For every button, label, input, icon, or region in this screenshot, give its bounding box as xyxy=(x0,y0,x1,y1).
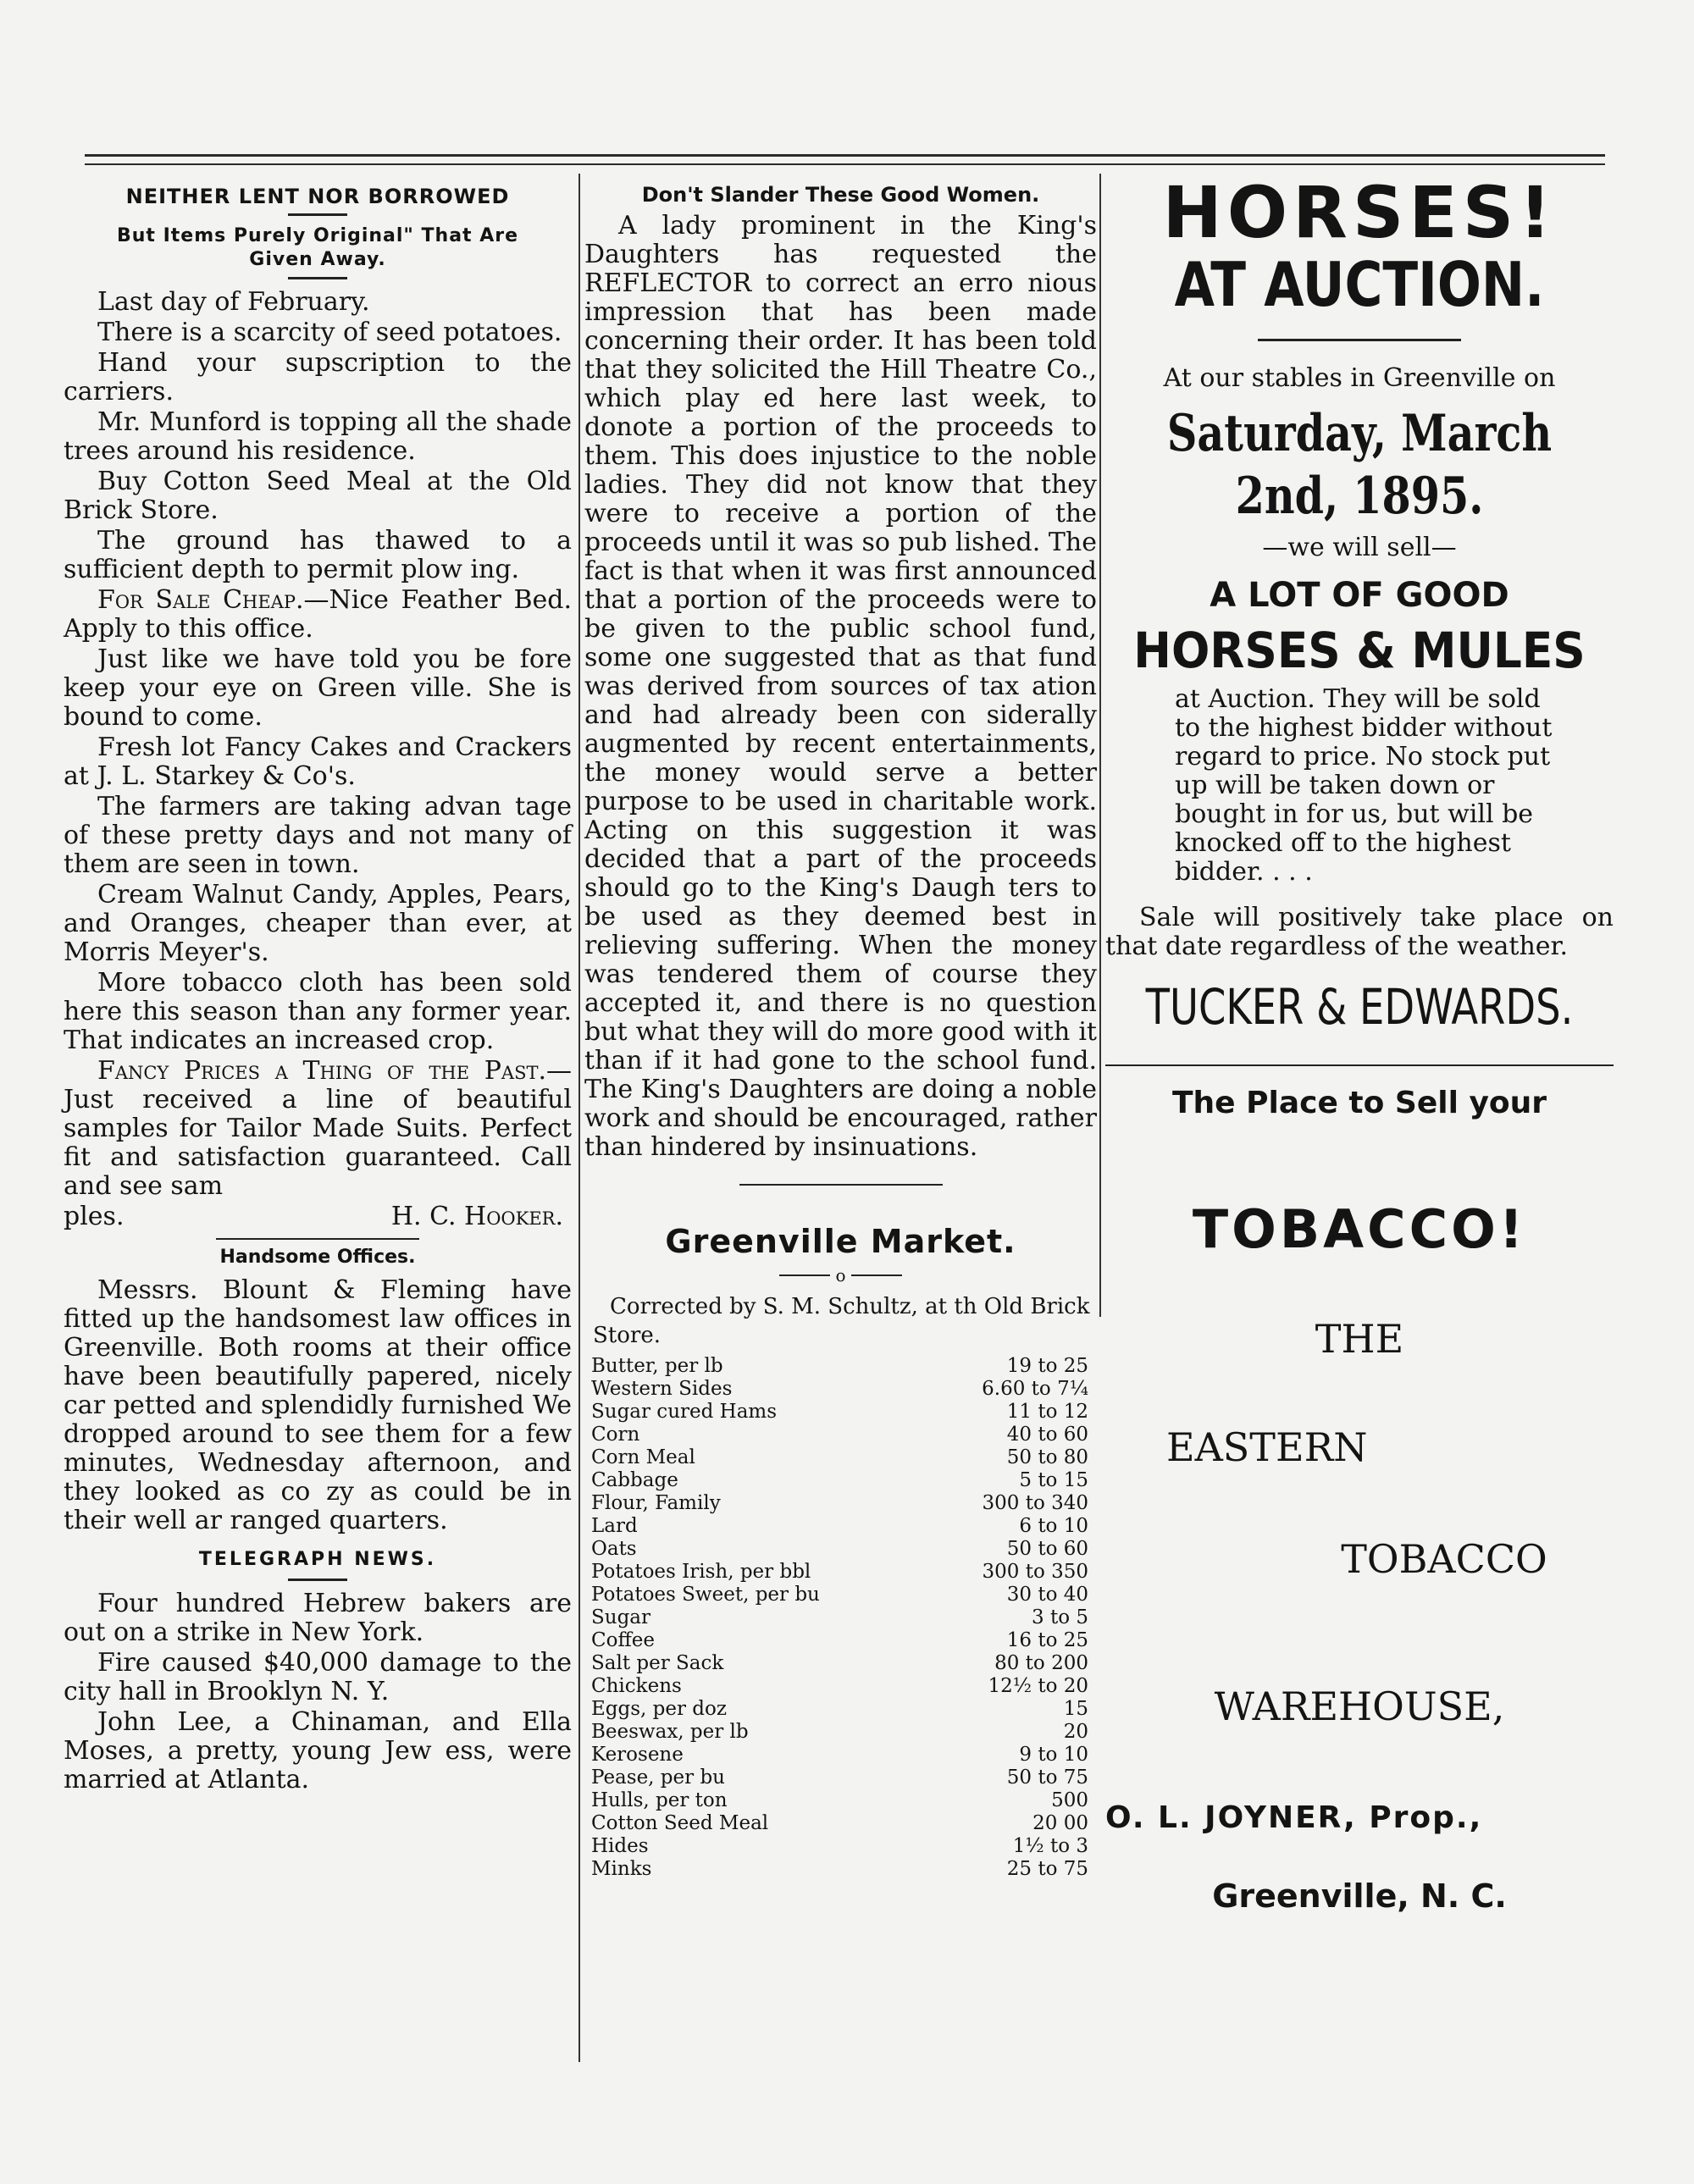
market-item-name: Beeswax, per lb xyxy=(591,1721,749,1743)
ad-lot: A LOT OF GOOD xyxy=(1210,576,1509,615)
fancy-signature: H. C. Hooker. xyxy=(390,1202,563,1231)
item-tobacco-cloth: More tobacco cloth has been sold here this season than any former year. That indicates an increased crop. xyxy=(64,968,572,1055)
ad-tobacco: TOBACCO! xyxy=(1192,1198,1527,1260)
heading-rule xyxy=(288,213,347,216)
market-rule xyxy=(739,1184,943,1186)
market-item-name: Eggs, per doz xyxy=(591,1698,727,1720)
market-item-name: Lard xyxy=(591,1515,638,1537)
market-title: Greenville Market. xyxy=(665,1223,1016,1260)
market-item-price: 9 to 10 xyxy=(1019,1744,1088,1766)
market-item-price: 40 to 60 xyxy=(1006,1424,1088,1446)
market-item-price: 300 to 340 xyxy=(982,1492,1088,1514)
market-row xyxy=(584,1469,1097,1492)
market-item-price: 50 to 60 xyxy=(1006,1538,1088,1560)
column-articles xyxy=(584,178,1097,1881)
ad-ornament-rule xyxy=(1258,339,1461,341)
fancy-label: Fancy Prices a Thing of the Past. xyxy=(97,1056,546,1086)
telegraph-fire: Fire caused $40,000 damage to the city hall in Brooklyn N. Y. xyxy=(64,1648,572,1706)
market-row xyxy=(584,1492,1097,1515)
market-item-price: 20 xyxy=(1063,1721,1088,1743)
market-item-name: Minks xyxy=(591,1858,652,1880)
market-item-name: Western Sides xyxy=(591,1378,733,1400)
item-greenville: Just like we have told you be fore keep your eye on Green ville. She is bound to come. xyxy=(64,644,572,732)
market-item-name: Chickens xyxy=(591,1675,682,1697)
item-seed-potatoes: There is a scarcity of seed potatoes. xyxy=(97,318,562,347)
item-for-sale xyxy=(64,586,572,644)
fancy-signature-line xyxy=(64,1203,572,1231)
item-candy: Cream Walnut Candy, Apples, Pears, and Oranges, cheaper than ever, at Morris Meyer's. xyxy=(64,880,572,967)
market-item-name: Corn Meal xyxy=(591,1446,695,1468)
item-farmers: The farmers are taking advan tage of these pretty days and not many of them are seen in town. xyxy=(64,792,572,879)
market-item-price: 80 to 200 xyxy=(994,1652,1088,1674)
market-item-name: Flour, Family xyxy=(591,1492,721,1514)
market-item-name: Kerosene xyxy=(591,1744,684,1766)
ad-horses-mules: HORSES & MULES xyxy=(1133,622,1586,679)
market-row xyxy=(584,1378,1097,1401)
telegraph-rule xyxy=(288,1579,347,1581)
market-item-price: 19 to 25 xyxy=(1006,1355,1088,1377)
ad-the: THE xyxy=(1315,1316,1404,1362)
market-item-price: 25 to 75 xyxy=(1006,1858,1088,1880)
ad-separator xyxy=(1105,1064,1614,1066)
market-item-name: Pease, per bu xyxy=(591,1767,725,1789)
market-item-price: 300 to 350 xyxy=(982,1561,1088,1583)
market-row xyxy=(584,1606,1097,1629)
ad-tucker-edwards: TUCKER & EDWARDS. xyxy=(1145,978,1574,1036)
subheading-rule xyxy=(288,277,347,279)
market-item-price: 6.60 to 7¼ xyxy=(982,1378,1088,1400)
telegraph-wedding: John Lee, a Chinaman, and Ella Moses, a pretty, young Jew ess, were married at Atlanta. xyxy=(64,1707,572,1794)
market-item-name: Hides xyxy=(591,1835,649,1857)
market-row xyxy=(584,1858,1097,1881)
offices-heading: Handsome Offices. xyxy=(219,1247,416,1268)
section-rule xyxy=(216,1238,419,1240)
ad-horses-title: HORSES! xyxy=(1162,171,1557,254)
market-table xyxy=(584,1355,1097,1881)
fancy-end: ples. xyxy=(64,1202,125,1231)
for-sale-label: For Sale Cheap. xyxy=(97,585,304,615)
ad-date: Saturday, March 2nd, 1895. xyxy=(1166,404,1553,526)
top-rule xyxy=(85,154,1605,157)
market-row xyxy=(584,1744,1097,1767)
item-ground-thawed: The ground has thawed to a sufficient depth to permit plow ing. xyxy=(64,526,572,584)
ad-eastern: EASTERN xyxy=(1166,1424,1368,1470)
market-row xyxy=(584,1355,1097,1378)
article-body: A lady prominent in the King's Daughters has requested the REFLECTOR to correct an erro nious impression that has been made concerning their order. It has been told that they solicited the Hill Theatre Co., which play ed here last week, to donote a portion of the proceeds to them. This does injustice to the noble ladies. They did not know that they were to receive a portion of the proceeds until it was so pub lished. The fact is that when it was first announced that a portion of the proceeds were to be given to the public school fund, some one suggested that as that fund was derived from sources of tax ation and had already been con siderally augmented by recent entertainments, the money would serve a better purpose to be used in charitable work. Acting on this suggestion it was decided that a part of the proceeds should go to the King's Daugh ters to be used as they deemed best in relieving suffering. When the money was tendered them of course they accepted it, and there is no question but what they will do more good with it than if it had gone to the school fund. The King's Daughters are doing a noble work and should be encouraged, rather than hindered by insinuations. xyxy=(584,211,1097,1162)
market-item-name: Sugar cured Hams xyxy=(591,1401,778,1423)
item-last-day: Last day of February. xyxy=(97,287,370,317)
market-item-price: 50 to 80 xyxy=(1006,1446,1088,1468)
market-row xyxy=(584,1515,1097,1538)
market-item-name: Potatoes Sweet, per bu xyxy=(591,1584,820,1606)
market-item-price: 1½ to 3 xyxy=(1012,1835,1088,1857)
ad-place-to-sell: The Place to Sell your xyxy=(1171,1086,1547,1120)
market-row xyxy=(584,1424,1097,1446)
ad-tobacco-2: TOBACCO xyxy=(1341,1536,1547,1582)
item-fancy-prices xyxy=(64,1057,572,1201)
market-row xyxy=(584,1652,1097,1675)
market-item-name: Coffee xyxy=(591,1629,656,1651)
item-cotton-seed: Buy Cotton Seed Meal at the Old Brick Store. xyxy=(64,467,572,525)
top-rule-thin xyxy=(85,163,1605,165)
market-item-price: 5 to 15 xyxy=(1019,1469,1088,1491)
market-item-price: 15 xyxy=(1063,1698,1088,1720)
market-item-name: Cotton Seed Meal xyxy=(591,1812,769,1834)
market-row xyxy=(584,1721,1097,1744)
market-row xyxy=(584,1698,1097,1721)
column-advertisements xyxy=(1105,171,1614,1915)
for-sale-text: —Nice Feather Bed. Apply to this office. xyxy=(64,585,572,644)
ad-sale-text: Sale will positively take place on that date regardless of the weather. xyxy=(1105,903,1614,961)
market-item-price: 6 to 10 xyxy=(1019,1515,1088,1537)
market-row xyxy=(584,1538,1097,1561)
article-heading: Don't Slander These Good Women. xyxy=(641,183,1040,207)
column-divider-1 xyxy=(579,174,580,2062)
market-note: Corrected by S. M. Schultz, at th Old Brick Store. xyxy=(593,1294,1090,1348)
ad-auction-text: at Auction. They will be sold to the highest bidder without regard to price. No stock put up will be taken down or bought in for us, but will be knocked off to the highest bidder. . . . xyxy=(1175,684,1553,887)
market-row xyxy=(584,1675,1097,1698)
item-offices: Messrs. Blount & Fleming have fitted up the handsomest law offices in Greenville. Both rooms at their office have been beautifully papered, nicely car petted and splendidly furnished We dropped around to see them for a few minutes, Wednesday afternoon, and they looked as co zy as could be in their well ar ranged quarters. xyxy=(64,1275,572,1535)
market-separator-mark: o xyxy=(835,1265,846,1286)
market-item-price: 16 to 25 xyxy=(1006,1629,1088,1651)
item-munford: Mr. Munford is topping all the shade trees around his residence. xyxy=(64,407,572,466)
market-row xyxy=(584,1789,1097,1812)
market-row xyxy=(584,1767,1097,1789)
market-item-price: 3 to 5 xyxy=(1032,1606,1088,1628)
market-item-name: Corn xyxy=(591,1424,640,1446)
market-item-name: Sugar xyxy=(591,1606,650,1628)
market-row xyxy=(584,1584,1097,1606)
market-row xyxy=(584,1446,1097,1469)
market-item-price: 20 00 xyxy=(1032,1812,1088,1834)
market-row xyxy=(584,1629,1097,1652)
fancy-text: —Just received a line of beautiful samples for Tailor Made Suits. Perfect fit and satisfaction guaranteed. Call and see sam xyxy=(64,1056,572,1201)
market-item-name: Oats xyxy=(591,1538,637,1560)
ad-joyner: O. L. JOYNER, Prop., xyxy=(1105,1800,1483,1835)
ad-warehouse: WAREHOUSE, xyxy=(1214,1684,1505,1729)
market-item-name: Hulls, per ton xyxy=(591,1789,728,1811)
market-row xyxy=(584,1401,1097,1424)
telegraph-bakers: Four hundred Hebrew bakers are out on a strike in New York. xyxy=(64,1589,572,1647)
ad-stables: At our stables in Greenville on xyxy=(1163,363,1556,393)
market-item-name: Butter, per lb xyxy=(591,1355,723,1377)
market-separator xyxy=(584,1265,1097,1286)
market-row xyxy=(584,1812,1097,1835)
col1-heading: NEITHER LENT NOR BORROWED xyxy=(125,185,510,208)
market-item-price: 500 xyxy=(1051,1789,1088,1811)
column-local-items xyxy=(64,178,572,1796)
market-item-name: Cabbage xyxy=(591,1469,678,1491)
market-row xyxy=(584,1835,1097,1858)
market-row xyxy=(584,1561,1097,1584)
market-item-price: 50 to 75 xyxy=(1006,1767,1088,1789)
col1-subheading: But Items Purely Original" That Are Given Away. xyxy=(116,225,519,270)
market-item-price: 30 to 40 xyxy=(1006,1584,1088,1606)
market-item-price: 12½ to 20 xyxy=(988,1675,1088,1697)
telegraph-heading: TELEGRAPH NEWS. xyxy=(198,1549,437,1570)
column-divider-2 xyxy=(1099,174,1101,1317)
ad-greenville-nc: Greenville, N. C. xyxy=(1212,1877,1507,1915)
ad-auction-title: AT AUCTION. xyxy=(1174,249,1545,320)
market-item-price: 11 to 12 xyxy=(1006,1401,1088,1423)
market-item-name: Salt per Sack xyxy=(591,1652,724,1674)
item-starkey: Fresh lot Fancy Cakes and Crackers at J. L. Starkey & Co's. xyxy=(64,733,572,791)
item-subscription: Hand your supscription to the carriers. xyxy=(64,348,572,406)
market-item-name: Potatoes Irish, per bbl xyxy=(591,1561,811,1583)
ad-will-sell: —we will sell— xyxy=(1262,533,1457,562)
